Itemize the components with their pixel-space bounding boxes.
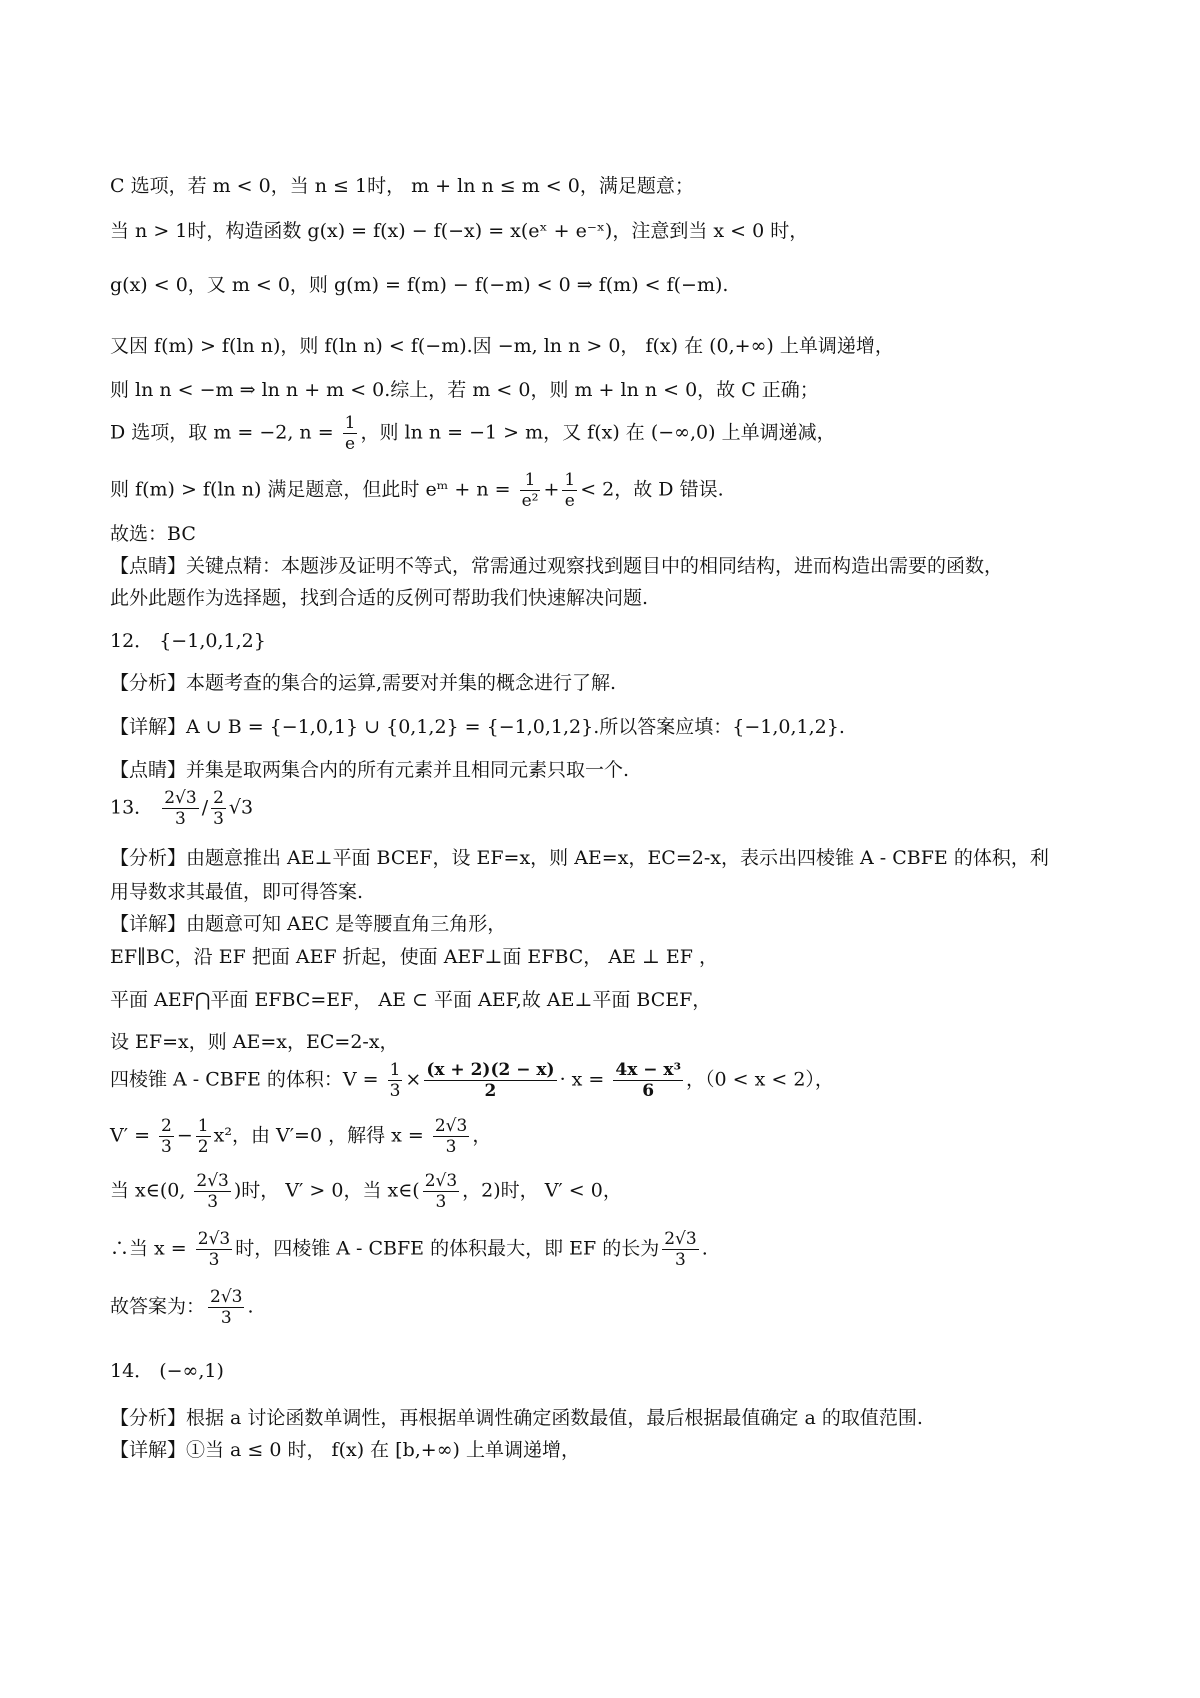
question-number: 12． {−1,0,1,2} — [110, 630, 266, 652]
text-line: 又因 f(m) > f(ln n)，则 f(ln n) < f(−m).因 −m, ln n > 0， f(x) 在 (0,+∞) 上单调递增， — [110, 335, 894, 357]
text-line: 此外此题作为选择题，找到合适的反例可帮助我们快速解决问题. — [110, 587, 649, 609]
text-segment: ，（0 < x < 2）， — [686, 1068, 834, 1091]
text-line: C 选项，若 m < 0，当 n ≤ 1时， m + ln n ≤ m < 0，满足题意； — [110, 175, 694, 197]
denominator: 3 — [220, 1308, 232, 1328]
text-line: 用导数求其最值，即可得答案. — [110, 881, 364, 903]
denominator: e — [345, 434, 356, 454]
text-line: g(x) < 0，又 m < 0，则 g(m) = f(m) − f(−m) < 0 ⇒ f(m) < f(−m). — [110, 274, 729, 296]
numerator: (x + 2)(2 − x) — [426, 1060, 555, 1080]
text-line: 【详解】由题意可知 AEC 是等腰直角三角形， — [110, 913, 507, 935]
text-line: 【分析】本题考查的集合的运算,需要对并集的概念进行了解. — [110, 672, 617, 694]
fraction — [343, 413, 358, 454]
plus-sign: + — [543, 478, 560, 501]
denominator: 3 — [675, 1250, 686, 1270]
text-line: 【点睛】关键点精：本题涉及证明不等式，常需通过观察找到题目中的相同结构，进而构造出需要的函数， — [110, 555, 1004, 577]
numerator: 1 — [520, 470, 541, 491]
text-line: 则 ln n < −m ⇒ ln n + m < 0.综上，若 m < 0，则 m + ln n < 0，故 C 正确； — [110, 379, 819, 401]
text-segment: ，则 ln n = −1 > m，又 f(x) 在 (−∞,0) 上单调递减， — [360, 421, 836, 444]
denominator: 3 — [161, 1137, 172, 1157]
fraction — [562, 470, 577, 511]
text-segment: . — [701, 1237, 708, 1260]
numerator: 2√3 — [664, 1229, 697, 1249]
fraction — [424, 1060, 556, 1101]
denominator: e² — [521, 491, 539, 511]
numerator: 1 — [197, 1116, 209, 1136]
fraction — [196, 1229, 232, 1270]
text-segment: . — [247, 1295, 254, 1318]
fraction — [520, 470, 541, 511]
fraction — [162, 788, 198, 829]
text-segment: ， — [472, 1124, 492, 1147]
numerator: 1 — [344, 413, 356, 433]
text-line-with-fraction — [110, 1229, 1110, 1270]
text-line: 故选：BC — [110, 523, 196, 545]
text-line: 当 n > 1时，构造函数 g(x) = f(x) − f(−x) = x(eˣ + e⁻ˣ)，注意到当 x < 0 时， — [110, 220, 809, 242]
fraction — [196, 1116, 211, 1157]
denominator: 3 — [389, 1081, 401, 1101]
text-segment: 时，四棱锥 A - CBFE 的体积最大，即 EF 的长为 — [235, 1237, 660, 1260]
text-line-with-fraction — [110, 470, 1110, 511]
question-number: 14． (−∞,1) — [110, 1360, 224, 1382]
fraction — [613, 1060, 683, 1101]
denominator: 3 — [213, 809, 224, 829]
denominator: 2 — [197, 1137, 209, 1157]
text-segment: 故答案为： — [110, 1295, 206, 1318]
minus-sign: − — [176, 1124, 193, 1147]
text-segment: 13． — [110, 796, 160, 819]
text-line: 平面 AEF⋂平面 EFBC=EF， AE ⊂ 平面 AEF,故 AE⊥平面 BCEF， — [110, 989, 712, 1011]
text-segment: ，2)时， V′ < 0， — [462, 1179, 622, 1202]
denominator: 2 — [484, 1081, 497, 1101]
text-segment: √3 — [228, 796, 254, 819]
text-segment: < 2，故 D 错误. — [580, 478, 724, 501]
numerator: 2√3 — [197, 1229, 231, 1249]
text-line-with-fraction — [110, 1060, 1110, 1101]
numerator: 2√3 — [210, 1287, 243, 1307]
text-line: 【详解】A ∪ B = {−1,0,1} ∪ {0,1,2} = {−1,0,1,2}.所以答案应填：{−1,0,1,2}. — [110, 716, 845, 738]
denominator: e — [564, 491, 575, 511]
text-line-with-fraction — [110, 1287, 1110, 1328]
fraction — [194, 1171, 230, 1212]
numerator: 2√3 — [434, 1116, 468, 1136]
numerator: 2√3 — [196, 1171, 229, 1191]
text-line: 设 EF=x，则 AE=x，EC=2-x， — [110, 1031, 399, 1053]
text-line: 【点睛】并集是取两集合内的所有元素并且相同元素只取一个. — [110, 759, 630, 781]
denominator: 3 — [435, 1192, 447, 1212]
text-line: 【详解】①当 a ≤ 0 时， f(x) 在 [b,+∞) 上单调递增， — [110, 1439, 581, 1461]
fraction — [423, 1171, 459, 1212]
text-segment: ∴当 x = — [110, 1237, 193, 1260]
text-line-with-fraction — [110, 1171, 1110, 1212]
text-segment: D 选项，取 m = −2, n = — [110, 421, 340, 444]
fraction — [433, 1116, 469, 1157]
numerator: 1 — [389, 1060, 401, 1080]
text-line: EF∥BC，沿 EF 把面 AEF 折起，使面 AEF⊥面 EFBC， AE ⊥ EF ， — [110, 946, 718, 968]
fraction — [662, 1229, 698, 1270]
fraction — [388, 1060, 403, 1101]
numerator: 4x − x³ — [615, 1060, 682, 1080]
text-segment: x²，由 V′=0 ，解得 x = — [213, 1124, 430, 1147]
denominator: 3 — [208, 1250, 220, 1270]
text-segment: )时， V′ > 0，当 x∈( — [233, 1179, 420, 1202]
numerator: 2√3 — [164, 788, 197, 808]
denominator: 3 — [175, 809, 186, 829]
numerator: 1 — [564, 470, 576, 490]
times-sign: × — [405, 1068, 422, 1091]
text-line: 【分析】由题意推出 AE⊥平面 BCEF，设 EF=x，则 AE=x，EC=2-x，表示出四棱锥 A - CBFE 的体积，利 — [110, 847, 1049, 869]
denominator: 3 — [207, 1192, 219, 1212]
denominator: 3 — [445, 1137, 457, 1157]
numerator: 2 — [213, 788, 224, 808]
denominator: 6 — [642, 1081, 655, 1101]
text-segment: 当 x∈(0, — [110, 1179, 192, 1202]
numerator: 2√3 — [424, 1171, 458, 1191]
text-line: 【分析】根据 a 讨论函数单调性，再根据单调性确定函数最值，最后根据最值确定 a 的取值范围. — [110, 1407, 923, 1429]
text-line-with-fraction — [110, 413, 1110, 454]
fraction — [159, 1116, 174, 1157]
fraction — [211, 788, 226, 829]
slash: / — [201, 796, 209, 819]
fraction — [208, 1287, 244, 1328]
text-segment: V′ = — [110, 1124, 157, 1147]
text-line-with-fraction — [110, 1116, 1110, 1157]
text-segment: 四棱锥 A - CBFE 的体积：V = — [110, 1068, 385, 1091]
text-segment: 则 f(m) > f(ln n) 满足题意，但此时 eᵐ + n = — [110, 478, 517, 501]
numerator: 2 — [161, 1116, 172, 1136]
text-segment: · x = — [559, 1068, 611, 1091]
question-number — [110, 788, 1110, 829]
